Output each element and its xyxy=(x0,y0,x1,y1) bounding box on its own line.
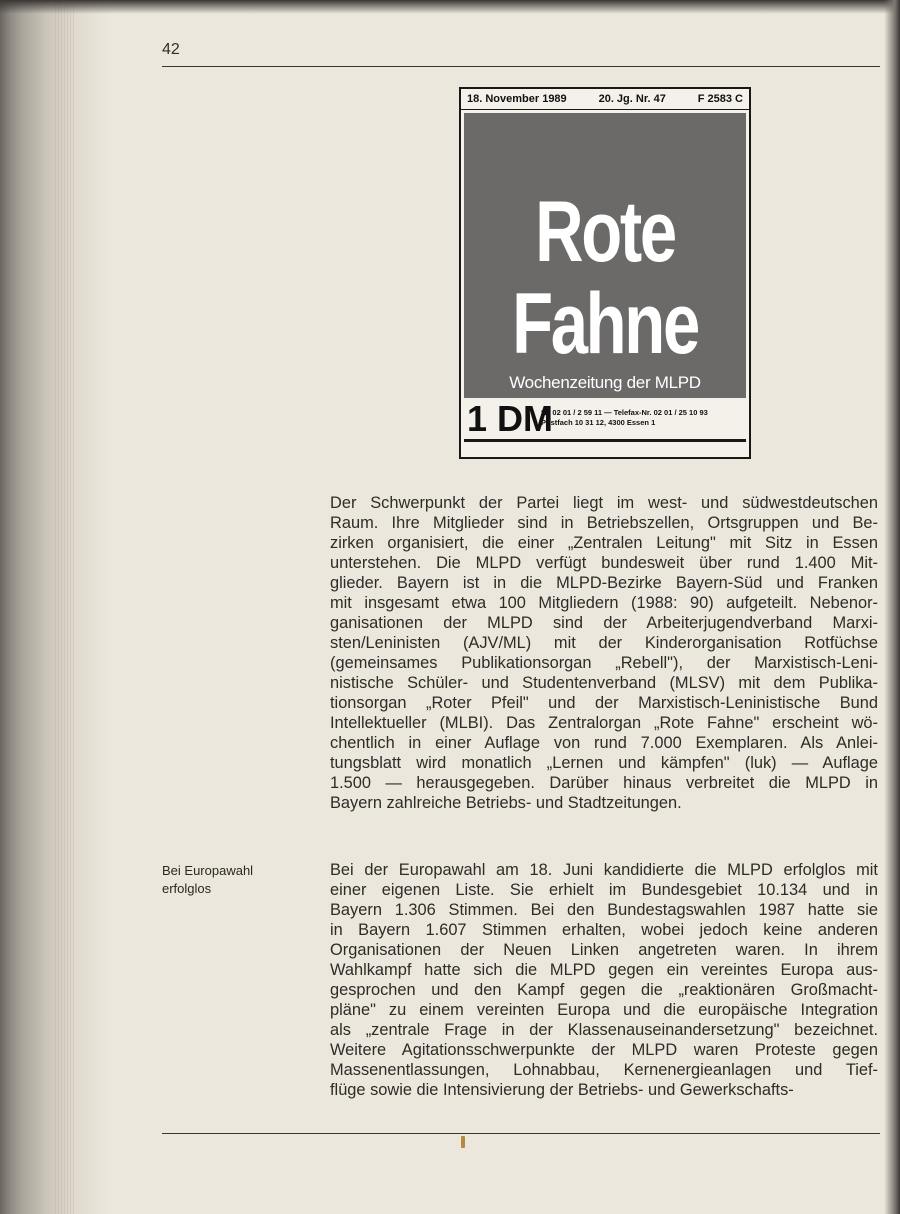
text-line: flüge sowie die Intensivierung der Betriebs- und Gewerkschafts- xyxy=(330,1081,794,1099)
masthead-contact-phone: ☎ 02 01 / 2 59 11 — Telefax-Nr. 02 01 / 25 10 93 xyxy=(541,408,708,417)
text-line: Massenentlassungen, Lohnabbau, Kernenergieanlagen und Tief- xyxy=(330,1061,878,1079)
text-line: Bayern 1.306 Stimmen. Bei den Bundestagswahlen 1987 hatte sie xyxy=(330,901,878,919)
text-line: Raum. Ihre Mitglieder sind in Betriebszellen, Ortsgruppen und Be- xyxy=(330,514,878,532)
text-line: einer eigenen Liste. Sie erhielt im Bundesgebiet 10.134 und in xyxy=(330,881,878,899)
text-line: in Bayern 1.607 Stimmen erhalten, wobei jedoch keine anderen xyxy=(330,921,878,939)
masthead-date: 18. November 1989 xyxy=(467,93,567,105)
masthead-dateline xyxy=(461,89,749,110)
text-line: Bei der Europawahl am 18. Juni kandidierte die MLPD erfolglos mit xyxy=(330,861,878,879)
book-binding xyxy=(0,0,108,1214)
text-line: tungsblatt wird monatlich „Lernen und kämpfen" (luk) — Auflage xyxy=(330,754,878,772)
masthead-title-line2: Fahne xyxy=(512,276,698,372)
newspaper-masthead-image xyxy=(459,87,751,459)
text-line: sten/Leninisten (AJV/ML) mit der Kinderorganisation Rotfüchse xyxy=(330,634,878,652)
text-line: gesprochen und den Kampf gegen die „reaktionären Großmacht- xyxy=(330,981,878,999)
masthead-contact xyxy=(541,408,708,428)
paragraph-party-structure xyxy=(330,493,878,813)
text-line: ganisationen der MLPD sind der Arbeiterjugendverband Marxi- xyxy=(330,614,878,632)
paragraph-european-election xyxy=(330,860,878,1100)
text-line: tionsorgan „Roter Pfeil" und der Marxistisch-Leninistische Bund xyxy=(330,694,878,712)
footer-rule xyxy=(162,1133,880,1134)
text-line: Organisationen der Neuen Linken angetreten waren. In ihrem xyxy=(330,941,878,959)
text-line: nistische Schüler- und Studentenverband (MLSV) mit dem Publika- xyxy=(330,674,878,692)
text-line: Intellektueller (MLBI). Das Zentralorgan „Rote Fahne" erscheint wö- xyxy=(330,714,878,732)
text-line: zirken organisiert, die einer „Zentralen Leitung" mit Sitz in Essen xyxy=(330,534,878,552)
margin-note xyxy=(162,862,253,898)
text-line: mit insgesamt etwa 100 Mitgliedern (1988: 90) aufgeteilt. Nebenor- xyxy=(330,594,878,612)
masthead-title-line1: Rote xyxy=(535,184,675,280)
text-line: 1.500 — herausgegeben. Darüber hinaus verbreitet die MLPD in xyxy=(330,774,878,792)
text-line: (gemeinsames Publikationsorgan „Rebell"), der Marxistisch-Leni- xyxy=(330,654,878,672)
right-edge-shadow xyxy=(884,0,900,1214)
masthead-contact-address: Postfach 10 31 12, 4300 Essen 1 xyxy=(541,418,656,427)
text-line: chentlich in einer Auflage von rund 7.000 Exemplaren. Als Anlei- xyxy=(330,734,878,752)
masthead-code: F 2583 C xyxy=(697,93,743,105)
page-number: 42 xyxy=(162,41,180,58)
text-line: Wahlkampf hatte sich die MLPD gegen ein vereintes Europa aus- xyxy=(330,961,878,979)
masthead-title-box xyxy=(464,113,746,398)
masthead-bottom-rule xyxy=(464,439,746,442)
text-line: Weitere Agitationsschwerpunkte der MLPD waren Proteste gegen xyxy=(330,1041,878,1059)
margin-note-line1: Bei Europawahl xyxy=(162,863,254,878)
top-edge-shadow xyxy=(0,0,900,14)
print-mark xyxy=(461,1136,465,1148)
text-line: als „zentrale Frage in der Klassenauseinandersetzung" bezeichnet. xyxy=(330,1021,878,1039)
text-line: unterstehen. Die MLPD verfügt bundesweit über rund 1.400 Mit- xyxy=(330,554,878,572)
masthead-price: 1 DM xyxy=(467,398,554,439)
page-edge-lines xyxy=(55,0,75,1214)
margin-note-line2: erfolglos xyxy=(162,881,212,896)
text-line: Bayern zahlreiche Betriebs- und Stadtzeitungen. xyxy=(330,794,682,812)
masthead-issue: 20. Jg. Nr. 47 xyxy=(598,93,666,105)
text-line: glieder. Bayern ist in die MLPD-Bezirke Bayern-Süd und Franken xyxy=(330,574,878,592)
text-line: pläne" zu einem vereinten Europa und die europäische Integration xyxy=(330,1001,878,1019)
text-line: Der Schwerpunkt der Partei liegt im west- und südwestdeutschen xyxy=(330,494,878,512)
header-rule xyxy=(162,66,880,67)
masthead-subtitle: Wochenzeitung der MLPD xyxy=(509,373,701,392)
